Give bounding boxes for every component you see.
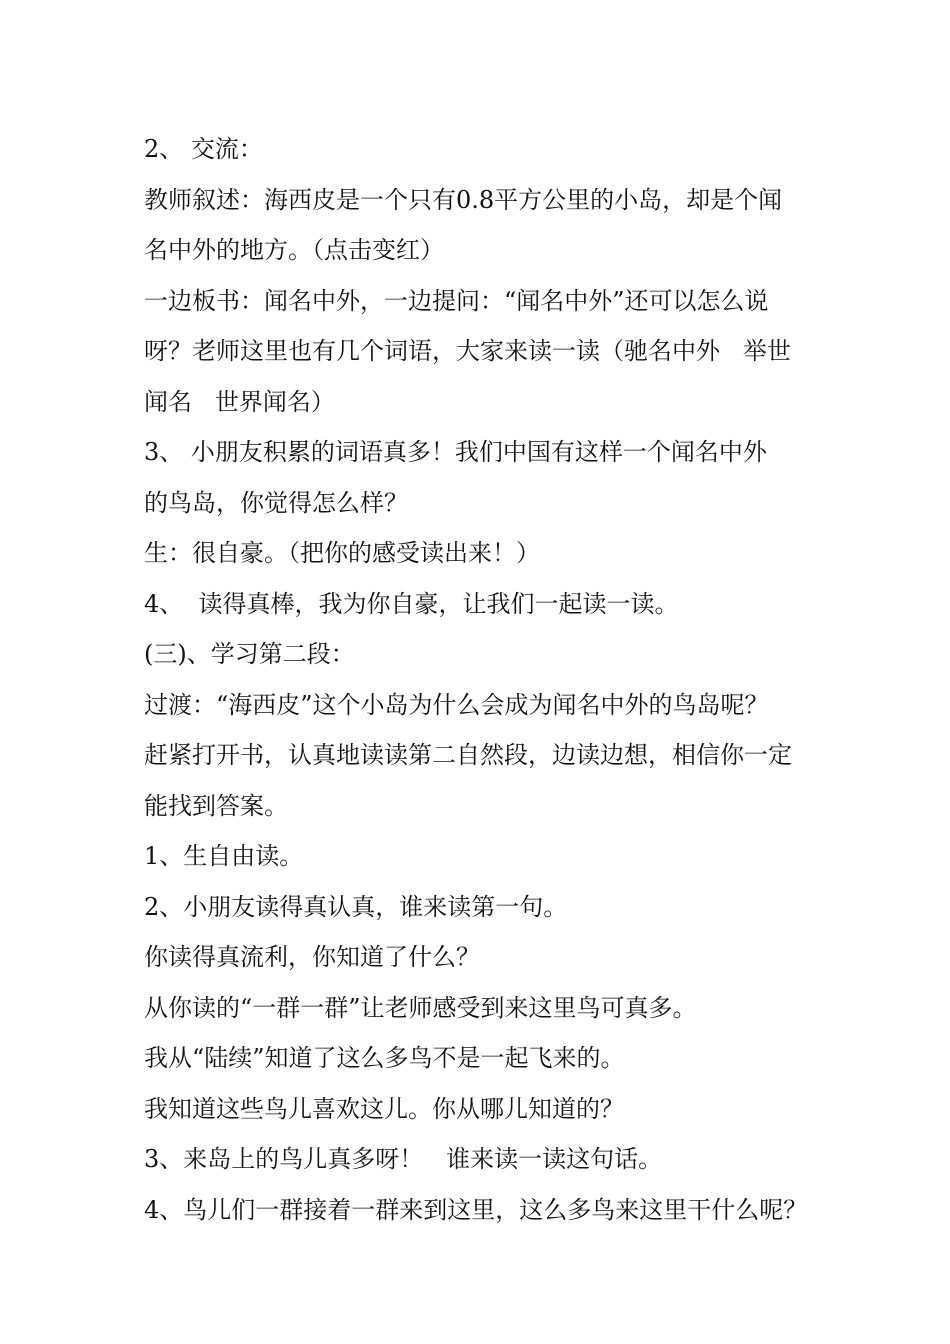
text-line: 1、生自由读。 bbox=[144, 842, 304, 870]
text-line: 赶紧打开书，认真地读读第二自然段，边读边想，相信你一定 bbox=[144, 741, 792, 769]
text-line: 过渡：“海西皮”这个小岛为什么会成为闻名中外的鸟岛呢？ bbox=[144, 690, 769, 719]
document-body bbox=[144, 124, 824, 1235]
text-line: 4、 读得真棒，我为你自豪，让我们一起读一读。 bbox=[144, 589, 679, 618]
text-line: 4、鸟儿们一群接着一群来到这里，这么多鸟来这里干什么呢？ bbox=[144, 1195, 808, 1224]
text-line: 一边板书：闻名中外，一边提问：“闻名中外”还可以怎么说 bbox=[144, 286, 769, 315]
text-line: 生：很自豪。（把你的感受读出来！） bbox=[144, 539, 540, 567]
text-line: 名中外的地方。（点击变红） bbox=[144, 236, 444, 264]
section-heading: (三)、学习第二段： bbox=[144, 640, 355, 668]
text-line: 呀？老师这里也有几个词语，大家来读一读（驰名中外 举世 bbox=[144, 337, 791, 365]
text-line: 的鸟岛，你觉得怎么样？ bbox=[144, 488, 408, 517]
text-line: 闻名 世界闻名） bbox=[144, 387, 335, 416]
text-line: 你读得真流利，你知道了什么？ bbox=[144, 943, 480, 971]
text-line: 我知道这些鸟儿喜欢这儿。你从哪儿知道的？ bbox=[144, 1094, 624, 1123]
text-line: 教师叙述：海西皮是一个只有0.8平方公里的小岛，却是个闻 bbox=[144, 185, 783, 214]
text-line: 2、 交流： bbox=[144, 135, 263, 163]
text-line: 2、小朋友读得真认真，谁来读第一句。 bbox=[144, 892, 568, 921]
text-line: 我从“陆续”知道了这么多鸟不是一起飞来的。 bbox=[144, 1044, 625, 1072]
text-line: 3、来岛上的鸟儿真多呀！ 谁来读一读这句话。 bbox=[144, 1145, 663, 1173]
text-line: 3、 小朋友积累的词语真多！我们中国有这样一个闻名中外 bbox=[144, 438, 767, 466]
text-line: 能找到答案。 bbox=[144, 791, 288, 820]
text-line: 从你读的“一群一群”让老师感受到来这里鸟可真多。 bbox=[144, 993, 697, 1022]
